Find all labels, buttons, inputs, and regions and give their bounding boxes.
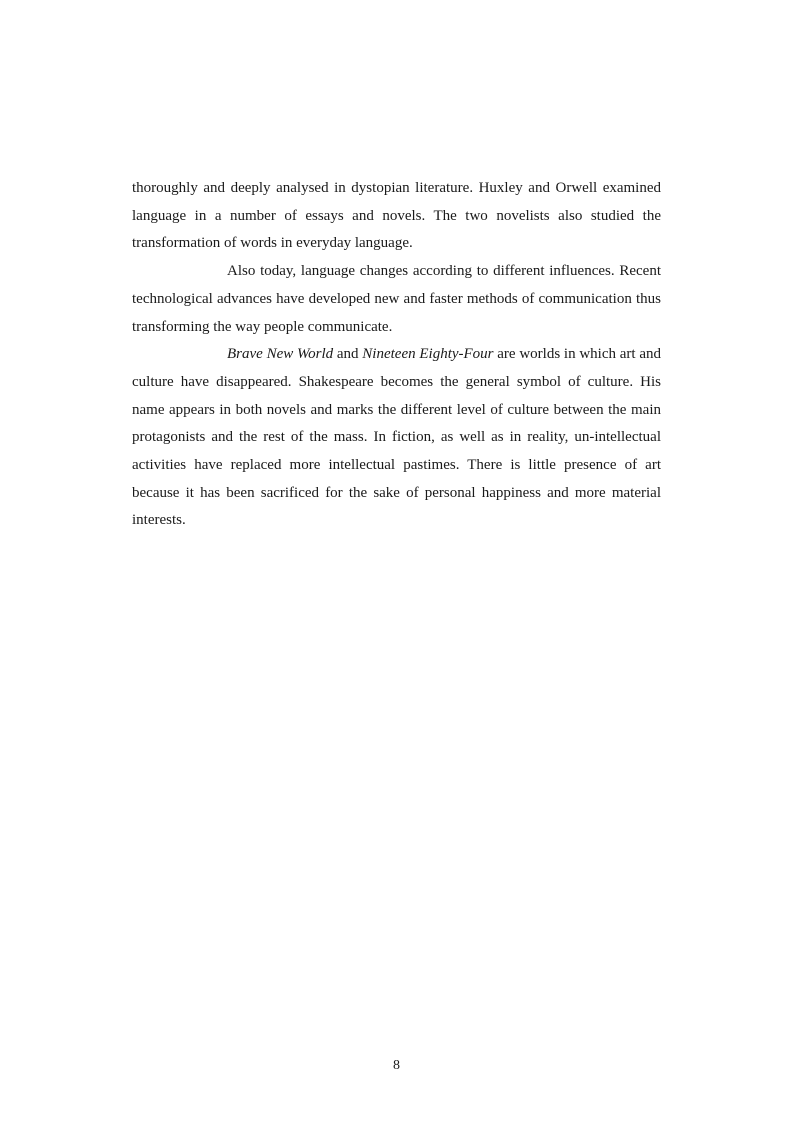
paragraph-art-and-culture-text: are worlds in which art and culture have disappeared. Shakespeare becomes the general symbol of culture. His name appears in both novels and marks the different level of culture between the main protagonists and the rest of the mass. In fiction, as well as in reality, un-intellectual activities have replaced more intellectual pastimes. There is little presence of art because it has been sacrificed for the sake of personal happiness and more material interests. <box>132 346 661 529</box>
book-title-nineteen-eighty-four: Nineteen Eighty-Four <box>362 346 494 363</box>
page-number: 8 <box>393 1058 400 1073</box>
paragraph-language-changes: Also today, language changes according to different influences. Recent technological advances have developed new and faster methods of communication thus transforming the way people communicate. <box>132 263 661 335</box>
paragraph-art-and-culture <box>132 341 661 535</box>
paragraph-continued: thoroughly and deeply analysed in dystopian literature. Huxley and Orwell examined language in a number of essays and novels. The two novelists also studied the transformation of words in everyday language. <box>132 180 661 252</box>
book-title-brave-new-world: Brave New World <box>227 346 334 363</box>
body-text <box>132 175 661 535</box>
title-joiner: and <box>333 346 363 363</box>
